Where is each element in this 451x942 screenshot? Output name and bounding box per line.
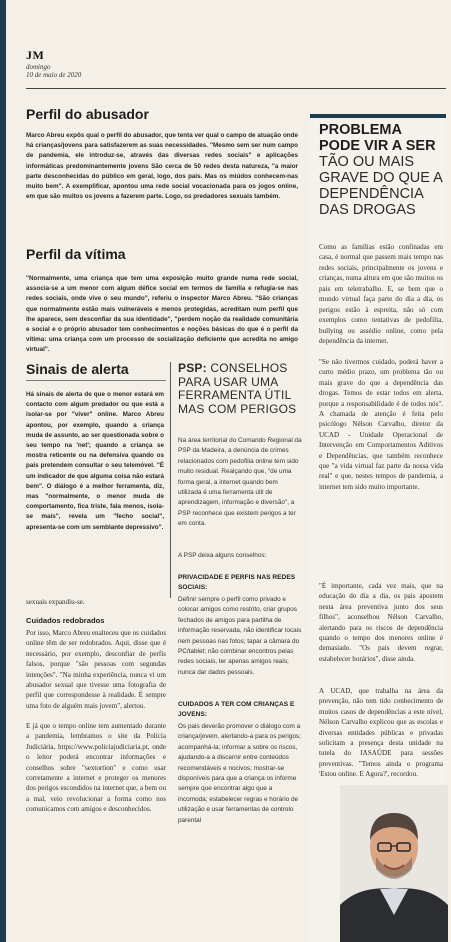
paragraph-sinais-alerta: Há sinais de alerta de que o menor estará em contacto com algum predador ou que está a isolar-se por "viver" online. Marco Abreu apontou, por exemplo, quando a criança muda de assunto, ao ser questionada sobre o seu tempo na 'net'; quando a criança se mostra reticente ou na defensiva quando os pais pretendem consultar o seu telemóvel. "É um indicador de que alguma coisa não estará bem". O diálogo é a melhor ferramenta, diz, mas "normalmente, o menor muda de comportamento, fica triste, fala menos, isola-se mais", revela um "fecho social", apresenta-se com um semblante depressivo".: [26, 391, 164, 531]
psp-privacidade-body: Definir sempre o perfil como privado e colocar amigos como restrito, criar grupos fechados de amigos para partilha de informação reservada, não identificar locais nem pessoas nas fotos; tapar a câmara do PC/tablet; não combinar encontros pelas redes sociais, ter apenas amigos reais; nunca dar dados pessoais.: [178, 596, 302, 676]
heading-cuidados-redobrados: Cuidados redobrados: [26, 616, 105, 625]
psp-title-rest: CONSELHOS PARA USAR UMA FERRAMENTA ÚTIL MAS COM PERIGOS: [178, 361, 297, 416]
paragraph-continuation: sexuais expandiu-se.: [26, 598, 85, 606]
heading-sinais-alerta: Sinais de alerta: [26, 361, 129, 377]
paragraph-perfil-vitima: "Normalmente, uma criança que tem uma exposição muito grande numa rede social, associa-se a um menor com algum défice social em termos de família e refugia-se nas redes sociais, onde vive o seu mundo", referiu o inspector Marco Abreu. "São crianças que normalmente estão mais vulneráveis e menos protegidas, acreditam num perfil que lhe aparece, sem desconfiar da sua identidade", "perdem noção da realidade comunitária e social e o próprio abusador tem conhecimentos e noções básicas do que é o perfil da vítima: uma criança com um processo de socialização deficiente que acredita no amigo virtual".: [26, 275, 298, 354]
sinais-rule: [26, 380, 166, 381]
page-edge-bar: [0, 0, 6, 942]
psp-title-bold: PSP:: [178, 361, 207, 375]
masthead-date: 10 de maio de 2020: [26, 71, 82, 79]
sidebar-paragraph-2: "Se não tivermos cuidado, poderá haver a curto médio prazo, um problema tão ou mais grave do que a dependência das drogas. Temos de estar todos em alerta, porque a responsabilidade é de todos nós". A chamada de atenção é feita pelo psicólogo Nélson Carvalho, diretor da UCAD - Unidade Operacional de Intervenção em Comportamentos Aditivos e Dependências, que também reconhece que "a vida virtual faz parte da nossa vida real" e que, nestes tempos de pandemia, a internet tem sido muito importante.: [319, 358, 443, 491]
sidebar-title: [319, 122, 445, 218]
sidebar-top-bar: [310, 114, 446, 118]
sidebar-paragraph-3: "É importante, cada vez mais, que na educação do dia a dia, os pais apostem nesta área preventiva junto dos seus filhos", aconselhou Nélson Carvalho, alertando para os riscos de dependência quando o tempo dos menores online é demasiado. "Os pais devem regrar, estabelecer horários", disse ainda.: [319, 582, 443, 663]
psp-cuidados-body: Os pais deverão promover o diálogo com a criança/jovem, alertando-a para os perigos; acompanhá-la; informar a sobre os riscos, ajudando-a a discernir entre conteúdos recomendáveis e nocivos; mostrar-se disponíveis para que a criança os informe sempre que encontrar algo que a incomoda; estabelecer regras e horário de utilização e usar ferramentas de controlo parental: [178, 723, 301, 824]
psp-intro: Na área territorial do Comando Regional da PSP da Madeira, a denúncia de crimes relacionados com pedofilia online tem sido muito residual. Realçando que, "de uma forma geral, a internet quando bem utilizada é uma ferramenta útil de aprendizagem, informação e diversão", a PSP reconhece que existem perigos a ter em conta.: [178, 437, 302, 528]
paragraph-perfil-abusador: Marco Abreu expôs qual o perfil do abusador, que tenta ver qual o campo de atuação onde há crianças/jovens para satisfazerem as suas necessidades. "Mesmo sem ser num campo de pandemia, ele introduz-se, através das diversas redes sociais" e aplicações informáticas predominantemente jovens São cerca de 50 redes desta natureza, "a maior parte desconhecidas do público em geral, logo, dos pais. Mas os miúdos conhecem-nas muito bem". A exemplificar, apontou uma rede social vocacionada para os jogos online, em que são muitos os jovens a fazerem parte. Logo, os predadores sexuais também.: [26, 132, 298, 201]
masthead: [26, 48, 81, 79]
header-rule: [26, 88, 446, 89]
paragraph-cuidados-2: E já que o tempo online tem aumentado durante a pandemia, lembramos o site da Polícia Judiciária, https://www.policiajudiciaria.pt, onde o leitor poderá encontrar informações e conselhos sobre "sextortion" e como usar corretamente a internet e proteger os menores dos perigos escondidos na internet que, a bem ou a mal, veio revolucionar a forma como nos comunicamos com amigos e desconhecidos.: [26, 722, 166, 814]
psp-subheading-cuidados: CUIDADOS A TER COM CRIANÇAS E JOVENS:: [178, 701, 295, 719]
newspaper-logo: JM: [26, 48, 45, 62]
psp-box-title: [178, 362, 302, 416]
sidebar-title-bold: PROBLEMA PODE VIR A SER: [319, 122, 436, 154]
sidebar-paragraph-1: Como as famílias estão confinadas em casa, é normal que passem mais tempo nas redes sociais, principalmente os jovens e crianças, numa altura em que são muitos os pais em teletrabalho. E, se bem que o mundo virtual faça parte do dia a dia, os perigos estão à espreita, não só com exemplos como tentativas de pedofilia, bullying ou assédio online, como pela dependência da internet.: [319, 243, 443, 346]
paragraph-cuidados-1: Por isso, Marco Abreu enalteceu que os cuidados online têm de ser redobrados. Aqui, disse que é necessário, por exemplo, desconfiar de perfis falsos, porque "são pessoas com segundas intenções". "Na minha experiência, nunca vi um abusador sexual que tivesse uma fotografia de perfil que correspondesse à realidade. É sempre uma foto de alguém mais jovem", alertou.: [26, 629, 166, 710]
heading-perfil-vitima: Perfil da vítima: [26, 246, 126, 262]
sidebar-paragraph-4: A UCAD, que trabalha na área da prevenção, não tem tido conhecimento de muitos casos de dependências a este nível, Nélson Carvalho explicou que as escolas e diversas entidades públicas e privadas solicitam a presença desta unidade na tutela do IASAÚDE para sessões preventivas. "Temos ainda o programa 'Estou online. E Agora?', recordou.: [319, 687, 443, 779]
psp-intro-end: A PSP deixa alguns conselhos:: [178, 552, 267, 559]
psp-subheading-privacidade: PRIVACIDADE E PERFIS NAS REDES SOCIAIS:: [178, 574, 296, 592]
heading-perfil-abusador: Perfil do abusador: [26, 106, 149, 122]
masthead-day: domingo: [26, 63, 51, 71]
portrait-photo: [340, 785, 448, 942]
portrait-illustration: [340, 785, 448, 942]
sidebar-title-rest: TÃO OU MAIS GRAVE DO QUE A DEPENDÊNCIA DAS DROGAS: [319, 154, 443, 218]
column-divider: [170, 362, 171, 598]
